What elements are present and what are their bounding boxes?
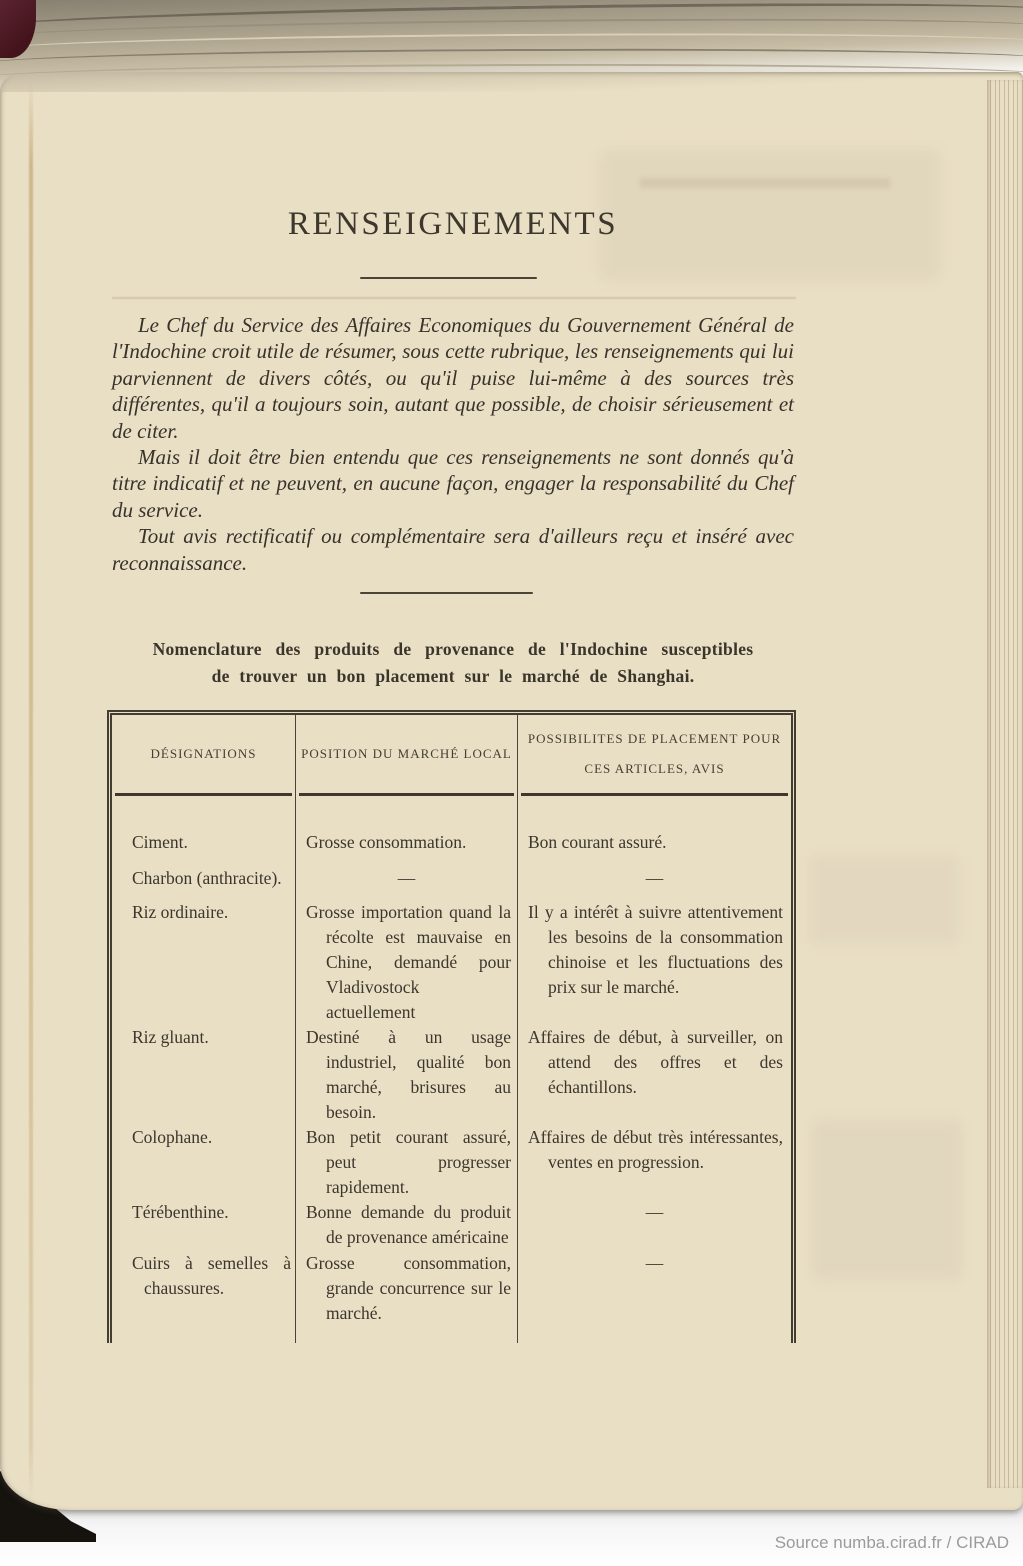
intro-paragraph-1: Le Chef du Service des Affaires Economiques du Gouvernement Général de l'Indochine croit utile de résumer, sous cette rubrique, les renseignements qui lui parviennent de divers côtés, ou qu'il puise lui-même à des sources très différentes, qu'il a toujours soin, autant que possible, de choisir sérieusement et de citer. — [112, 313, 794, 443]
cell-position: Grosse consommation. — [296, 793, 518, 866]
cell-position-dash: — — [296, 866, 518, 900]
table-header-row — [112, 715, 791, 793]
header-position-marche — [296, 715, 518, 793]
cell-position: Destiné à un usage industriel, qualité bon marché, brisures au besoin. — [296, 1025, 518, 1125]
section-divider-rule — [360, 592, 533, 594]
cell-position: Grosse consommation, grande concurrence sur le marché. — [296, 1251, 518, 1343]
cell-designation: Cuirs à semelles à chaussures. — [112, 1251, 296, 1343]
table-row-ciment — [112, 793, 791, 866]
cell-designation: Ciment. — [112, 793, 296, 866]
header-possibilites-line2: CES ARTICLES, AVIS — [584, 761, 725, 776]
cell-avis: Il y a intérêt à suivre attentivement les besoins de la consommation chinoise et les fluctuations des prix sur le marché. — [528, 902, 783, 997]
intro-paragraph-3: Tout avis rectificatif ou complémentaire sera d'ailleurs reçu et inséré avec reconnaissance. — [112, 524, 794, 575]
cell-designation: Riz gluant. — [112, 1025, 296, 1125]
page-title: RENSEIGNEMENTS — [287, 206, 619, 242]
nomenclature-heading-line2: de trouver un bon placement sur le marché de Shanghai. — [211, 666, 695, 686]
cell-avis: Affaires de début, à surveiller, on attend des offres et des échantillons. — [528, 1027, 783, 1097]
table-body — [112, 793, 791, 1343]
intro-paragraph-2: Mais il doit être bien entendu que ces renseignements ne sont donnés qu'à titre indicatif et ne peuvent, en aucune façon, engager la responsabilité du Chef du service. — [112, 445, 794, 522]
cell-avis-dash: — — [645, 868, 664, 888]
table-row-riz-ordinaire — [112, 900, 791, 1025]
table-row-colophane — [112, 1125, 791, 1200]
header-designations-label: DÉSIGNATIONS — [150, 746, 257, 761]
nomenclature-heading — [108, 636, 798, 690]
title-divider-rule — [360, 277, 537, 279]
header-position-label: POSITION DU MARCHÉ LOCAL — [301, 746, 512, 761]
cell-position: Grosse importation quand la récolte est mauvaise en Chine, demandé pour Vladivostock actuellement — [296, 900, 518, 1025]
cell-avis: Affaires de début très intéressantes, ventes en progression. — [528, 1127, 783, 1172]
products-table — [107, 710, 796, 1343]
cell-avis-dash: — — [645, 1202, 664, 1222]
cell-position: Bon petit courant assuré, peut progresser rapidement. — [296, 1125, 518, 1200]
header-possibilites — [518, 715, 791, 793]
cell-designation: Charbon (anthracite). — [112, 866, 296, 900]
cell-avis: Bon courant assuré. — [528, 832, 667, 852]
cell-position: Bonne demande du produit de provenance américaine — [296, 1200, 518, 1251]
source-attribution: Source numba.cirad.fr / CIRAD — [774, 1533, 1009, 1552]
cell-designation: Térébenthine. — [112, 1200, 296, 1251]
table-row-cuirs — [112, 1251, 791, 1343]
table-row-charbon — [112, 866, 791, 900]
header-possibilites-line1: POSSIBILITES DE PLACEMENT POUR — [527, 731, 782, 746]
introduction-paragraphs — [112, 312, 794, 576]
cell-designation: Riz ordinaire. — [112, 900, 296, 1025]
table-row-riz-gluant — [112, 1025, 791, 1125]
cell-avis-dash: — — [645, 1253, 664, 1273]
header-designations — [112, 715, 296, 793]
table-row-terebenthine — [112, 1200, 791, 1251]
nomenclature-heading-line1: Nomenclature des produits de provenance de l'Indochine susceptibles — [152, 639, 754, 659]
cell-designation: Colophane. — [112, 1125, 296, 1200]
